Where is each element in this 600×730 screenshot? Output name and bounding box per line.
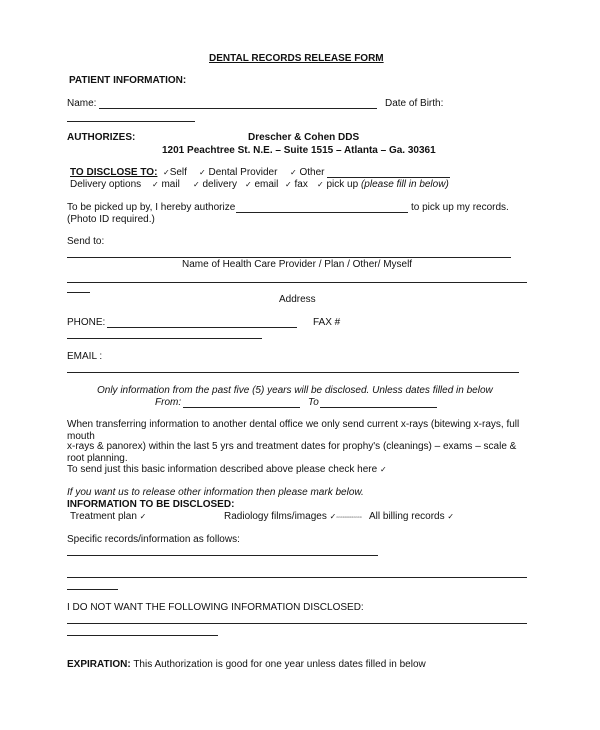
pickup-person-field[interactable] [236, 212, 408, 213]
transfer-text-3: x-rays & panorex) within the last 5 yrs and treatment dates for prophy's (cleanings) – exams – scale & [67, 441, 517, 452]
checkbox-delivery[interactable]: ✓ [193, 180, 200, 189]
other-info-note: If you want us to release other information then please mark below. [67, 487, 364, 498]
transfer-text-2: mouth [67, 431, 95, 442]
patient-info-heading: PATIENT INFORMATION: [69, 75, 187, 86]
checkbox-basic-info[interactable]: ✓ [379, 465, 387, 474]
send-to-label: Send to: [67, 236, 105, 247]
checkbox-treatment-plan[interactable]: ✓ [139, 512, 147, 521]
specific-records-field-1[interactable] [67, 555, 378, 556]
email-label: EMAIL : [67, 351, 103, 362]
option-pickup[interactable]: ✓ pick up (please fill in below) [317, 179, 449, 190]
fill-marks: ▫▫▫▫▫▫▫▫▫▫▫▫ [336, 515, 362, 521]
checkbox-self[interactable]: ✓ [163, 168, 170, 177]
checkbox-all-billing[interactable]: ✓ [447, 512, 455, 521]
provider-name: Drescher & Cohen DDS [248, 132, 360, 143]
address-caption: Address [279, 294, 316, 305]
phone-label: PHONE: [67, 317, 106, 328]
specific-records-label: Specific records/information as follows: [67, 534, 240, 545]
pickup-authorize-text-end: to pick up my records. [411, 202, 509, 213]
to-label: To [308, 397, 319, 408]
dob-label: Date of Birth: [385, 98, 444, 109]
transfer-text-4: root planning. [67, 453, 128, 464]
address-field-2[interactable] [67, 292, 90, 293]
option-radiology[interactable]: Radiology films/images ✓▫▫▫▫▫▫▫▫▫▫▫▫ [224, 511, 362, 522]
checkbox-radiology[interactable]: ✓ [329, 512, 337, 521]
checkbox-email[interactable]: ✓ [245, 180, 252, 189]
send-to-caption: Name of Health Care Provider / Plan / Other/ Myself [182, 259, 413, 270]
option-self[interactable]: ✓Self [163, 167, 187, 178]
transfer-text-1: When transferring information to another dental office we only send current x-rays (bitewing x-rays, full [67, 419, 520, 430]
option-mail[interactable]: ✓ mail [152, 179, 180, 190]
send-to-field[interactable] [67, 257, 511, 258]
phone-field[interactable] [107, 327, 297, 328]
fax-field[interactable] [67, 338, 262, 339]
basic-info-option[interactable]: To send just this basic information described above please check here ✓ [67, 464, 387, 475]
not-disclosed-heading: I DO NOT WANT THE FOLLOWING INFORMATION DISCLOSED: [67, 602, 364, 613]
specific-records-field-2[interactable] [67, 577, 527, 578]
name-label: Name: [67, 98, 97, 109]
email-field[interactable] [67, 372, 519, 373]
checkbox-fax[interactable]: ✓ [285, 180, 292, 189]
info-disclosed-heading: INFORMATION TO BE DISCLOSED: [67, 499, 235, 510]
option-fax[interactable]: ✓ fax [285, 179, 308, 190]
dob-field[interactable] [67, 121, 195, 122]
to-date-field[interactable] [320, 407, 437, 408]
from-label: From: [155, 397, 182, 408]
delivery-options-label: Delivery options [70, 179, 142, 190]
specific-records-field-3[interactable] [67, 589, 118, 590]
option-email[interactable]: ✓ email [245, 179, 279, 190]
checkbox-other[interactable]: ✓ [290, 168, 297, 177]
not-disclosed-field-2[interactable] [67, 635, 218, 636]
option-dental-provider[interactable]: ✓ Dental Provider [199, 167, 278, 178]
option-delivery[interactable]: ✓ delivery [193, 179, 237, 190]
not-disclosed-field-1[interactable] [67, 623, 527, 624]
date-range-note: Only information from the past five (5) years will be disclosed. Unless dates filled in below [97, 385, 493, 396]
checkbox-mail[interactable]: ✓ [152, 180, 159, 189]
name-field[interactable] [99, 108, 377, 109]
pickup-authorize-text: To be picked up by, I hereby authorize [67, 202, 236, 213]
checkbox-pickup[interactable]: ✓ [317, 180, 324, 189]
from-date-field[interactable] [183, 407, 300, 408]
expiration-text: EXPIRATION: This Authorization is good for one year unless dates filled in below [67, 659, 426, 670]
checkbox-dental-provider[interactable]: ✓ [199, 168, 206, 177]
fax-label: FAX # [313, 317, 341, 328]
photo-id-note: (Photo ID required.) [67, 214, 155, 225]
option-all-billing[interactable]: All billing records ✓ [369, 511, 455, 522]
address-field-1[interactable] [67, 282, 527, 283]
option-other[interactable]: ✓ Other [290, 167, 325, 178]
authorizes-label: AUTHORIZES: [67, 132, 136, 143]
option-treatment-plan[interactable]: Treatment plan ✓ [70, 511, 147, 522]
form-title: DENTAL RECORDS RELEASE FORM [209, 53, 384, 64]
other-field[interactable] [327, 177, 450, 178]
disclose-to-heading: TO DISCLOSE TO: [70, 167, 158, 178]
provider-address: 1201 Peachtree St. N.E. – Suite 1515 – Atlanta – Ga. 30361 [162, 145, 436, 156]
